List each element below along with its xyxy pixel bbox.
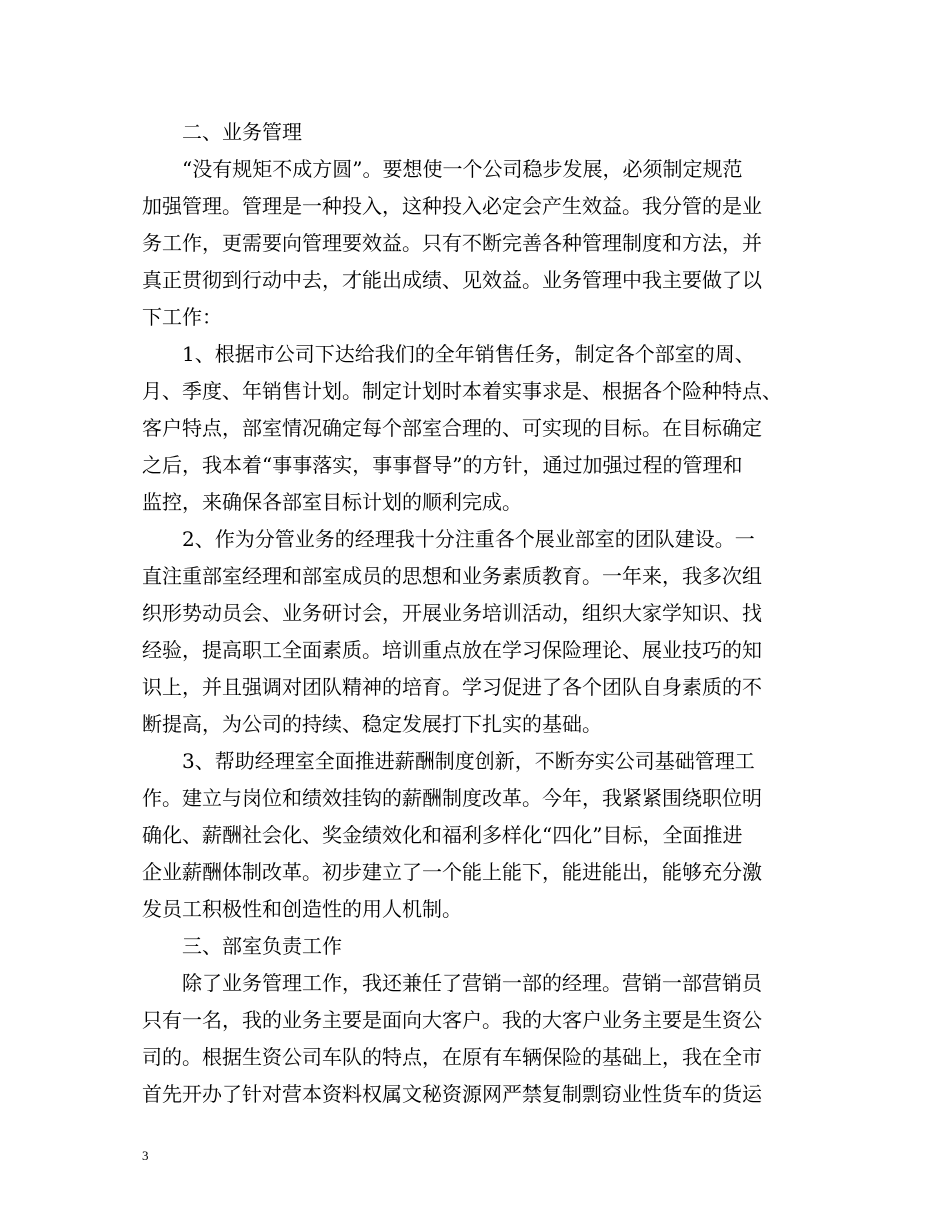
text-line: 下工作： [142,305,222,329]
text-line: 只有一名，我的业务主要是面向大客户。我的大客户业务主要是生资公 [142,1008,762,1032]
text-line: 断提高，为公司的持续、稳定发展打下扎实的基础。 [142,712,602,736]
text-line: 加强管理。管理是一种投入，这种投入必定会产生效益。我分管的是业 [142,194,762,218]
text-line: 二、业务管理 [182,120,302,144]
text-line: 企业薪酬体制改革。初步建立了一个能上能下，能进能出，能够充分激 [142,860,762,884]
text-line: 发员工积极性和创造性的用人机制。 [142,897,462,921]
text-line: 作。建立与岗位和绩效挂钩的薪酬制度改革。今年，我紧紧围绕职位明 [142,786,762,810]
text-line: 直注重部室经理和部室成员的思想和业务素质教育。一年来，我多次组 [142,564,762,588]
text-line: “没有规矩不成方圆”。要想使一个公司稳步发展，必须制定规范 [182,157,743,181]
text-line: 2、作为分管业务的经理我十分注重各个展业部室的团队建设。一 [182,527,755,551]
text-line: 客户特点，部室情况确定每个部室合理的、可实现的目标。在目标确定 [142,416,762,440]
text-line: 真正贯彻到行动中去，才能出成绩、见效益。业务管理中我主要做了以 [142,268,762,292]
text-line: 3、帮助经理室全面推进薪酬制度创新，不断夯实公司基础管理工 [182,749,755,773]
text-line: 确化、薪酬社会化、奖金绩效化和福利多样化“四化”目标，全面推进 [142,823,743,847]
text-line: 三、部室负责工作 [182,934,342,958]
text-line: 司的。根据生资公司车队的特点，在原有车辆保险的基础上，我在全市 [142,1045,762,1069]
page-number: 3 [142,1148,149,1163]
document-body [142,114,814,1113]
text-line: 监控，来确保各部室目标计划的顺利完成。 [142,490,522,514]
text-line: 1、根据市公司下达给我们的全年销售任务，制定各个部室的周、 [182,342,755,366]
text-line: 除了业务管理工作，我还兼任了营销一部的经理。营销一部营销员 [182,971,762,995]
text-line: 之后，我本着“事事落实，事事督导”的方针，通过加强过程的管理和 [142,453,743,477]
text-line: 月、季度、年销售计划。制定计划时本着实事求是、根据各个险种特点、 [142,379,782,403]
text-line: 务工作，更需要向管理要效益。只有不断完善各种管理制度和方法，并 [142,231,762,255]
text-line: 经验，提高职工全面素质。培训重点放在学习保险理论、展业技巧的知 [142,638,762,662]
text-line: 首先开办了针对营本资料权属文秘资源网严禁复制剽窃业性货车的货运 [142,1082,762,1106]
text-line: 织形势动员会、业务研讨会，开展业务培训活动，组织大家学知识、找 [142,601,762,625]
text-line: 识上，并且强调对团队精神的培育。学习促进了各个团队自身素质的不 [142,675,762,699]
